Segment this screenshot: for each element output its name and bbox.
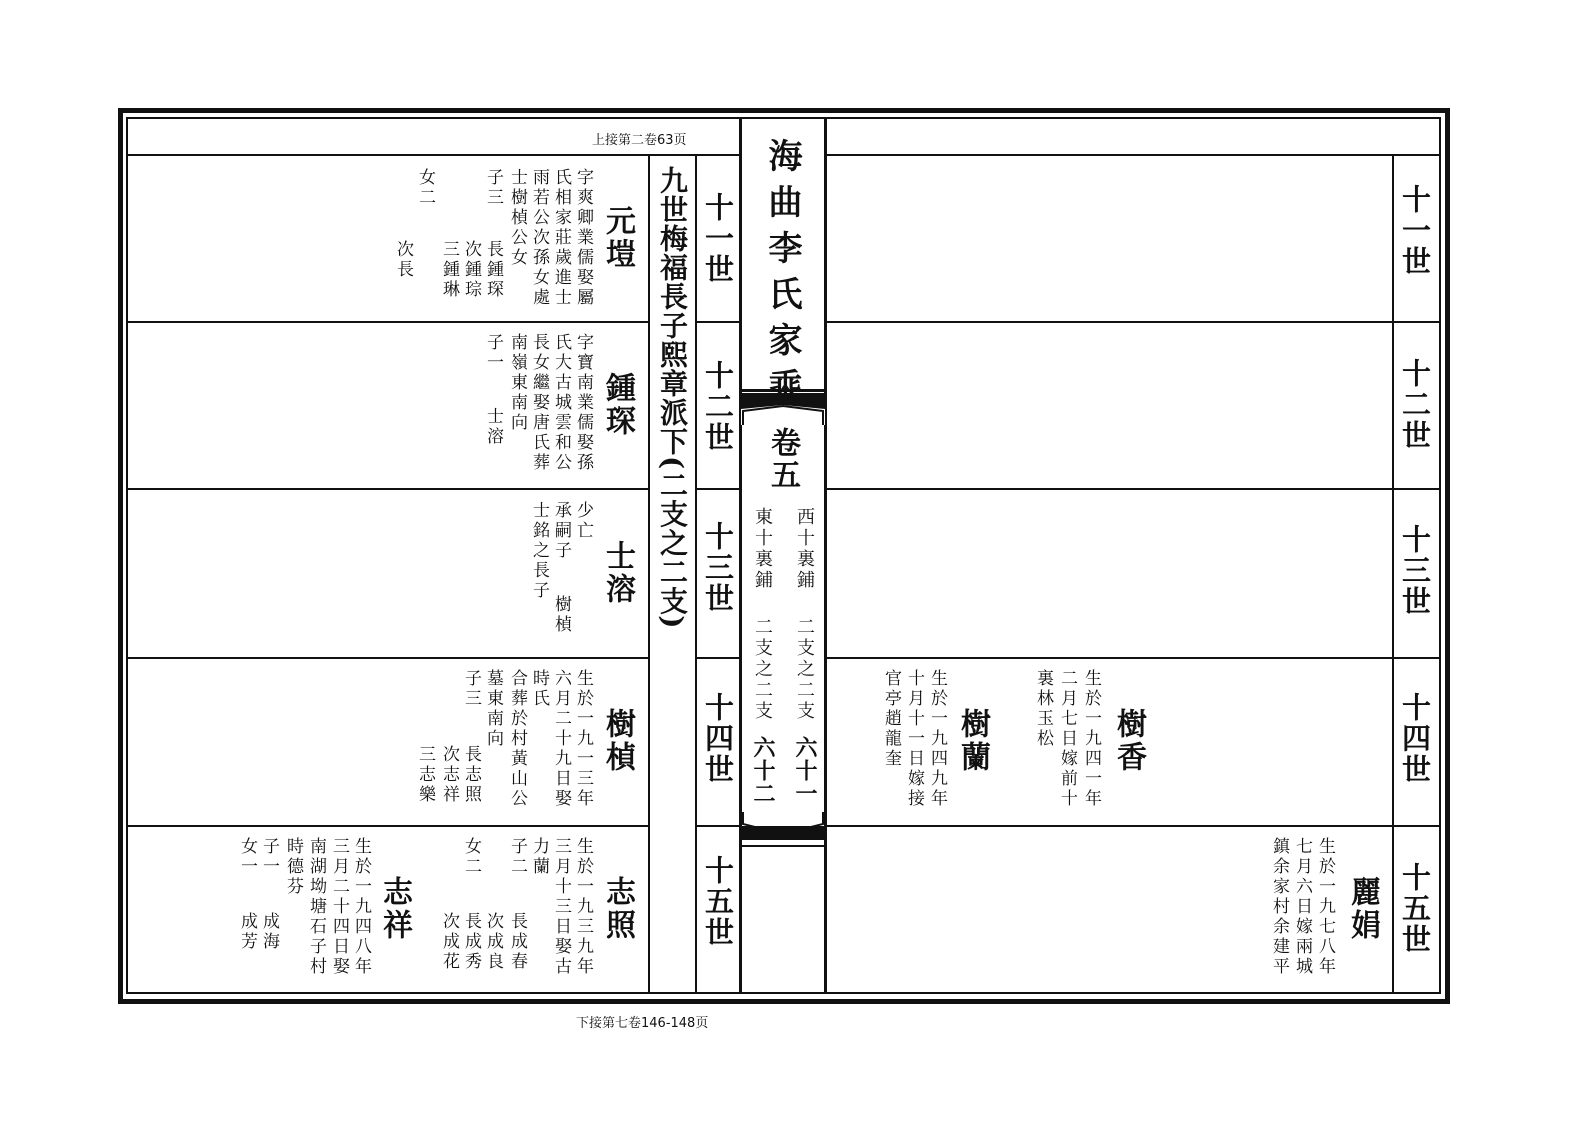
son-name: 次成良 [483,912,503,972]
sons-label: 子一 [483,333,503,373]
bio-line: 墓東南向 [483,669,503,749]
lineage-col-rule [648,154,650,994]
row-rule [127,488,649,490]
right-header-rule [826,154,1440,156]
spine-east-place: 東十裏鋪 [752,507,773,591]
row-rule [696,657,740,659]
row-rule [696,321,740,323]
spine-east-branch: 二支之二支 [752,617,773,722]
spine-west-branch: 二支之二支 [794,617,815,722]
bio-line: 南湖坳塘石子村 [306,837,326,977]
son-name: 次志祥 [439,745,459,805]
spine-rule [741,845,825,847]
gen-col-left-rule [695,154,697,994]
bio-line: 南嶺東南向 [507,333,527,433]
sons-label: 子二 [507,837,527,877]
footer-note: 下接第七卷146-148页 [576,1016,709,1031]
bio-line: 生於一九四九年 [927,669,947,809]
son-name: 成海 [259,912,279,952]
bio-line: 字寶南業儒娶孫 [573,333,593,473]
gen-label-12-right: 十二世 [1398,358,1432,451]
heir-name: 樹楨 [551,595,571,635]
person-name: 樹楨 [600,708,635,774]
bio-line: 官亭趙龍奎 [881,669,901,769]
row-rule [826,321,1440,323]
gen-label-13-right: 十三世 [1398,524,1432,617]
spine-west-page: 六十一 [792,736,818,805]
gen-label-12: 十二世 [701,360,735,453]
bio-line: 生於一九四一年 [1081,669,1101,809]
bio-line: 二月七日嫁前十 [1057,669,1077,809]
person-name: 志照 [600,876,635,942]
daughters-label: 女二 [461,837,481,877]
bio-line: 字爽卿業儒娶屬 [573,168,593,308]
header-note: 上接第二卷63页 [592,133,687,148]
person-name: 樹香 [1111,708,1146,774]
row-rule [127,321,649,323]
bio-line: 七月六日嫁兩城 [1292,837,1312,977]
row-rule [696,488,740,490]
bio-line: 氏大古城雲和公 [551,333,571,473]
volume-label: 卷五 [765,427,800,491]
person-name: 鍾琛 [600,372,635,438]
spine-black-band-bottom [741,826,825,840]
bio-line: 生於一九一三年 [573,669,593,809]
daughters-label: 女一 [237,837,257,877]
bio-line: 士銘之長子 [529,501,549,601]
gen-label-14-right: 十四世 [1398,692,1432,785]
branch-lineage: 九世梅福長子熙章派下(二支之二支) [656,166,689,630]
son-name: 次鍾琮 [461,240,481,300]
sons-label: 子三 [461,669,481,709]
sons-label: 子一 [259,837,279,877]
son-name: 長成春 [507,912,527,972]
bio-line: 雨若公次孫女處 [529,168,549,308]
person-name: 樹蘭 [955,708,990,774]
bio-line: 力蘭 [529,837,549,877]
bio-line: 鎮余家村余建平 [1269,837,1289,977]
row-rule [826,825,1440,827]
bio-line: 三月二十四日娶 [329,837,349,977]
person-name: 元塏 [600,205,635,271]
son-name: 次成花 [439,912,459,972]
bio-line: 時德芬 [283,837,303,897]
son-name: 長志照 [461,745,481,805]
bio-line: 時氏 [529,669,549,709]
bio-line: 十月十一日嫁接 [904,669,924,809]
bio-line: 生於一九四八年 [351,837,371,977]
bio-line: 生於一九三九年 [573,837,593,977]
bio-line: 承嗣子 [551,501,571,561]
bio-line: 三月十三日娶古 [551,837,571,977]
son-name: 士溶 [483,407,503,447]
gen-label-11-right: 十一世 [1398,184,1432,277]
gen-label-14: 十四世 [701,692,735,785]
bio-line: 生於一九七八年 [1315,837,1335,977]
son-name: 三志樂 [415,745,435,805]
spine-west-place: 西十裏鋪 [794,507,815,591]
row-rule [826,488,1440,490]
bio-line: 六月二十九日娶 [551,669,571,809]
daughter-name: 成芳 [237,912,257,952]
son-name: 三鍾琳 [439,240,459,300]
son-order: 次長 [393,240,413,280]
bio-line: 氏相家莊歲進士 [551,168,571,308]
gen-label-11: 十一世 [701,192,735,285]
gen-col-right-rule [1392,154,1394,994]
gen-label-15-right: 十五世 [1398,862,1432,955]
row-rule [127,657,649,659]
bio-line: 裏林玉松 [1033,669,1053,749]
row-rule [696,825,740,827]
person-name: 志祥 [377,876,412,942]
gen-label-13: 十三世 [701,521,735,614]
bio-line: 士樹楨公女 [507,168,527,268]
bio-line: 少亡 [573,501,593,541]
son-name: 長鍾琛 [483,240,503,300]
row-rule [826,657,1440,659]
book-title: 海曲李氏家乘 [762,138,802,414]
spine-right-rule [824,117,827,994]
person-name: 士溶 [600,540,635,606]
bio-line: 長女繼娶唐氏葬 [529,333,549,473]
spine-left-rule [739,117,742,994]
gen-label-15: 十五世 [701,855,735,948]
row-rule [127,825,649,827]
sons-label: 子三 [483,168,503,208]
person-name: 麗娟 [1345,876,1380,942]
son-name: 長成秀 [461,912,481,972]
daughters-label: 女二 [415,168,435,208]
spine-east-page: 六十二 [750,736,776,805]
bio-line: 合葬於村黃山公 [507,669,527,809]
